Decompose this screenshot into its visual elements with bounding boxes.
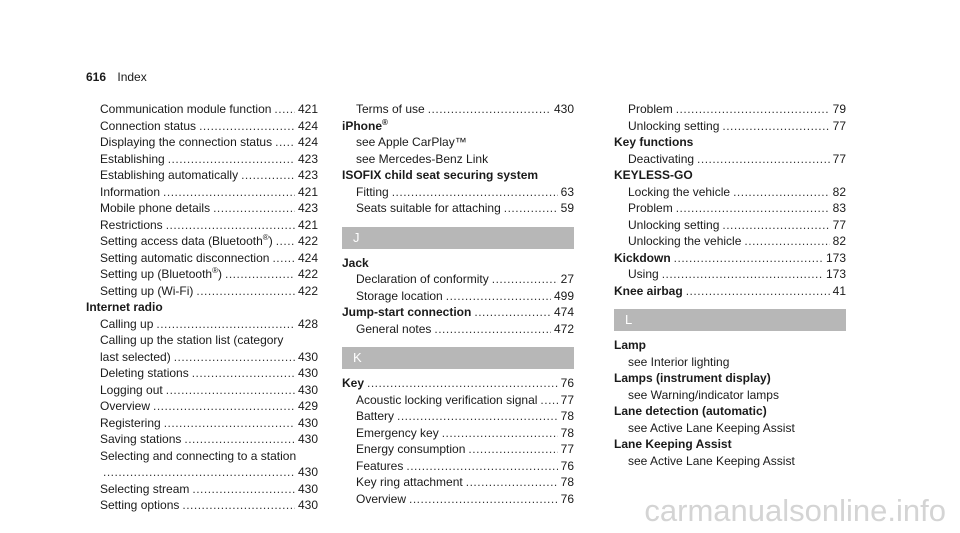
- index-entry: Establishing ..... 423: [86, 151, 318, 168]
- index-entry: Features ..... 76: [342, 458, 574, 475]
- letter-section-bar: K: [342, 347, 574, 369]
- index-entry: Setting access data (Bluetooth®) ..... 422: [86, 233, 318, 250]
- index-column-3: [614, 101, 846, 469]
- index-entry: Unlocking the vehicle ..... 82: [614, 233, 846, 250]
- index-entry: Mobile phone details ..... 423: [86, 200, 318, 217]
- index-entry: last selected) ..... 430: [86, 349, 318, 366]
- index-entry: Overview ..... 429: [86, 398, 318, 415]
- index-entry: Fitting ..... 63: [342, 184, 574, 201]
- index-heading: iPhone®: [342, 117, 388, 133]
- index-entry: Energy consumption ..... 77: [342, 441, 574, 458]
- index-entry: Deleting stations ..... 430: [86, 365, 318, 382]
- index-heading: Jack: [342, 255, 369, 270]
- index-entry: Logging out ..... 430: [86, 382, 318, 399]
- index-see-note: see Mercedes-Benz Link: [356, 151, 489, 166]
- index-entry: Restrictions ..... 421: [86, 217, 318, 234]
- index-entry: Communication module function ..... 421: [86, 101, 318, 118]
- index-entry: Setting up (Wi-Fi) ..... 422: [86, 283, 318, 300]
- index-heading-entry: Jump-start connection ..... 474: [342, 304, 574, 321]
- index-see-note: see Interior lighting: [628, 354, 730, 369]
- index-entry: Selecting stream ..... 430: [86, 481, 318, 498]
- index-entry: Establishing automatically ..... 423: [86, 167, 318, 184]
- index-entry: Unlocking setting ..... 77: [614, 118, 846, 135]
- index-entry: Setting up (Bluetooth®) ..... 422: [86, 266, 318, 283]
- index-entry: Displaying the connection status ..... 424: [86, 134, 318, 151]
- index-entry: Problem ..... 79: [614, 101, 846, 118]
- index-entry: Problem ..... 83: [614, 200, 846, 217]
- index-entry: Connection status ..... 424: [86, 118, 318, 135]
- index-entry: Saving stations ..... 430: [86, 431, 318, 448]
- letter-section-bar: L: [614, 309, 846, 331]
- index-entry: Seats suitable for attaching ..... 59: [342, 200, 574, 217]
- index-heading: Internet radio: [86, 300, 163, 314]
- watermark: carmanualsonline.info: [644, 493, 946, 528]
- index-entry: Declaration of conformity ..... 27: [342, 271, 574, 288]
- index-entry: Using ..... 173: [614, 266, 846, 283]
- index-entry: General notes ..... 472: [342, 321, 574, 338]
- index-heading: ISOFIX child seat securing system: [342, 168, 539, 182]
- index-heading: Lamps (instrument display): [614, 371, 771, 385]
- letter-section-bar: J: [342, 227, 574, 249]
- index-heading-entry: Key ..... 76: [342, 375, 574, 392]
- index-heading: Lamp: [614, 338, 647, 352]
- index-see-note: see Warning/indicator lamps: [628, 387, 779, 402]
- index-heading: Lane Keeping Assist: [614, 437, 732, 451]
- index-entry: Locking the vehicle ..... 82: [614, 184, 846, 201]
- index-heading: Lane detection (automatic): [614, 404, 767, 418]
- index-entry: Calling up ..... 428: [86, 316, 318, 333]
- index-see-note: see Active Lane Keeping Assist: [628, 420, 795, 435]
- index-entry: Emergency key ..... 78: [342, 425, 574, 442]
- index-entry-line: Selecting and connecting to a station: [100, 448, 297, 463]
- page-number: 616: [86, 70, 107, 84]
- page-header: [86, 70, 147, 84]
- index-entry-line: Calling up the station list (category: [100, 333, 284, 347]
- index-entry: Setting automatic disconnection ..... 424: [86, 250, 318, 267]
- index-entry: Key ring attachment ..... 78: [342, 474, 574, 491]
- index-column-2: [342, 101, 574, 507]
- index-entry: Unlocking setting ..... 77: [614, 217, 846, 234]
- index-entry: Setting options ..... 430: [86, 497, 318, 514]
- index-entry: Battery ..... 78: [342, 408, 574, 425]
- index-entry: Registering ..... 430: [86, 415, 318, 432]
- index-column-1: [86, 101, 318, 514]
- index-heading-entry: Knee airbag ..... 41: [614, 283, 846, 300]
- index-heading-entry: Kickdown ..... 173: [614, 250, 846, 267]
- page-section-title: Index: [117, 70, 147, 84]
- index-entry: Overview ..... 76: [342, 491, 574, 508]
- index-heading: KEYLESS-GO: [614, 168, 693, 182]
- index-entry: Acoustic locking verification signal ..... 77: [342, 392, 574, 409]
- index-see-note: see Apple CarPlay™: [356, 135, 467, 149]
- index-entry: Information ..... 421: [86, 184, 318, 201]
- index-entry: ..... 430: [86, 464, 318, 481]
- index-heading: Key functions: [614, 135, 694, 149]
- index-see-note: see Active Lane Keeping Assist: [628, 453, 795, 468]
- index-entry: Terms of use ..... 430: [342, 101, 574, 118]
- index-entry: Deactivating ..... 77: [614, 151, 846, 168]
- index-entry: Storage location ..... 499: [342, 288, 574, 305]
